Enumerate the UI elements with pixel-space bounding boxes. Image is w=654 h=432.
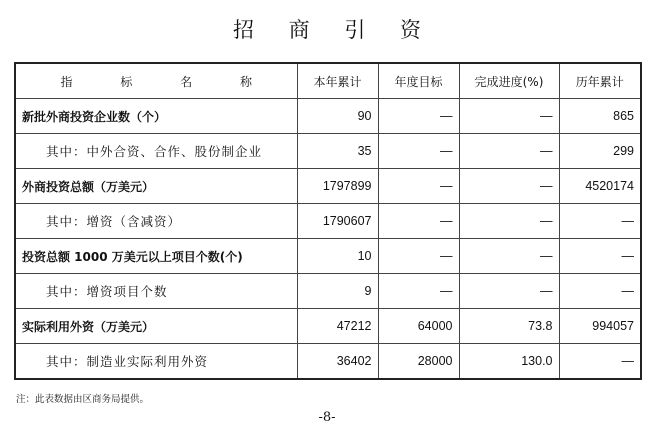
table-header-row [15, 63, 641, 99]
indicator-cell: 其中：制造业实际利用外资 [15, 344, 297, 380]
header-annual-target: 年度目标 [378, 63, 459, 99]
statistics-table [14, 62, 642, 380]
annual-target-cell: — [378, 99, 459, 134]
progress-cell: — [459, 134, 559, 169]
progress-cell: 130.0 [459, 344, 559, 380]
table-row [15, 344, 641, 380]
indicator-cell: 实际利用外资（万美元） [15, 309, 297, 344]
page-number: -8- [318, 410, 336, 425]
current-year-cell: 9 [297, 274, 378, 309]
cumulative-cell: 4520174 [559, 169, 641, 204]
cumulative-cell: — [559, 344, 641, 380]
progress-cell: — [459, 239, 559, 274]
indicator-cell: 其中：增资项目个数 [15, 274, 297, 309]
current-year-cell: 35 [297, 134, 378, 169]
indicator-cell: 新批外商投资企业数（个） [15, 99, 297, 134]
footnote: 注：此表数据由区商务局提供。 [16, 394, 150, 405]
cumulative-cell: — [559, 204, 641, 239]
table-row [15, 309, 641, 344]
progress-cell: — [459, 204, 559, 239]
progress-cell: — [459, 169, 559, 204]
table-row [15, 134, 641, 169]
annual-target-cell: — [378, 169, 459, 204]
annual-target-cell: — [378, 134, 459, 169]
header-progress: 完成进度(%) [459, 63, 559, 99]
current-year-cell: 1797899 [297, 169, 378, 204]
current-year-cell: 47212 [297, 309, 378, 344]
table-row [15, 99, 641, 134]
table-row [15, 274, 641, 309]
header-current-year: 本年累计 [297, 63, 378, 99]
page-title: 招 商 引 资 [232, 18, 436, 42]
table-row [15, 239, 641, 274]
current-year-cell: 10 [297, 239, 378, 274]
current-year-cell: 36402 [297, 344, 378, 380]
indicator-cell: 其中：中外合资、合作、股份制企业 [15, 134, 297, 169]
current-year-cell: 1790607 [297, 204, 378, 239]
cumulative-cell: 994057 [559, 309, 641, 344]
cumulative-cell: — [559, 274, 641, 309]
annual-target-cell: — [378, 274, 459, 309]
annual-target-cell: 64000 [378, 309, 459, 344]
annual-target-cell: — [378, 204, 459, 239]
table-row [15, 204, 641, 239]
cumulative-cell: — [559, 239, 641, 274]
progress-cell: — [459, 99, 559, 134]
indicator-cell: 投资总额 1000 万美元以上项目个数(个) [15, 239, 297, 274]
progress-cell: 73.8 [459, 309, 559, 344]
table-row [15, 169, 641, 204]
cumulative-cell: 865 [559, 99, 641, 134]
current-year-cell: 90 [297, 99, 378, 134]
indicator-cell: 其中：增资（含减资） [15, 204, 297, 239]
annual-target-cell: 28000 [378, 344, 459, 380]
annual-target-cell: — [378, 239, 459, 274]
header-indicator: 指 标 名 称 [15, 63, 297, 99]
header-cumulative: 历年累计 [559, 63, 641, 99]
indicator-cell: 外商投资总额（万美元） [15, 169, 297, 204]
cumulative-cell: 299 [559, 134, 641, 169]
progress-cell: — [459, 274, 559, 309]
